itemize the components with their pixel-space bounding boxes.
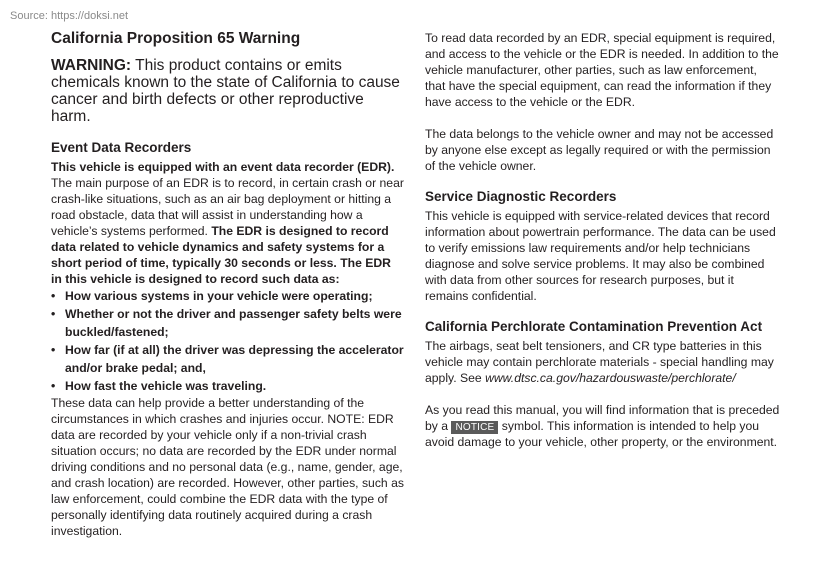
bullet-icon: •	[51, 289, 56, 303]
sdr-paragraph: This vehicle is equipped with service-related devices that record information about powertrain performance. The data can be used to verify emissions law requirements and/or help technicians diagnose and solve service problems. It may also be combined with data from other sources for research purposes, but it remains confidential.	[425, 209, 776, 303]
list-item: • How far (if at all) the driver was depressing the accelerator and/or brake pedal; and,	[51, 343, 404, 375]
left-column	[51, 30, 405, 539]
source-caption: Source: https://doksi.net	[10, 10, 129, 22]
perchlorate-paragraph: The airbags, seat belt tensioners, and CR type batteries in this vehicle may contain perchlorate materials - special handling may apply. See www.dtsc.ca.gov/hazardouswaste/perchlorate/	[425, 339, 774, 385]
edr-owner-paragraph: The data belongs to the vehicle owner and may not be accessed by anyone else except as legally required or with the permission of the vehicle owner.	[425, 127, 774, 173]
edr-closing-paragraph: These data can help provide a better understanding of the circumstances in which crashes and injuries occur. NOTE: EDR data are recorded by your vehicle only if a non-trivial crash situation occurs; no data are recorded by the EDR under normal driving conditions and no personal data (e.g., name, gender, age, and crash location) are recorded. However, other parties, such as law enforcement, could combine the EDR data with the type of personally identifying data routinely acquired during a crash investigation.	[51, 396, 404, 538]
bullet-icon: •	[51, 379, 56, 393]
perchlorate-heading: California Perchlorate Contamination Prevention Act	[425, 319, 763, 334]
sdr-heading: Service Diagnostic Recorders	[425, 189, 617, 204]
warning-text: This product contains or emits chemicals known to the state of California to cause cancer and birth defects or other reproductive harm.	[51, 57, 400, 125]
edr-heading: Event Data Recorders	[51, 140, 192, 155]
list-item: • How various systems in your vehicle were operating;	[51, 289, 373, 303]
notice-symbol: NOTICE	[451, 421, 498, 434]
edr-intro: This vehicle is equipped with an event data recorder (EDR).	[51, 160, 395, 174]
prop65-title: California Proposition 65 Warning	[51, 30, 301, 47]
bullet-icon: •	[51, 343, 56, 357]
edr-designed: The EDR is designed to record data related to vehicle dynamics and safety systems for a short period of time, typically 30 seconds or less. The EDR in this vehicle is designed to record such data as:	[51, 224, 391, 286]
list-item: • Whether or not the driver and passenger safety belts were buckled/fastened;	[51, 307, 402, 339]
edr-read-paragraph: To read data recorded by an EDR, special equipment is required, and access to the vehicle or the EDR is needed. In addition to the vehicle manufacturer, other parties, such as law enforcement, that have the special equipment, can read the information if they have access to the vehicle or the EDR.	[425, 31, 779, 109]
notice-paragraph: As you read this manual, you will find information that is preceded by a NOTICE symbol. This information is intended to help you avoid damage to your vehicle, other property, or the environment.	[425, 403, 780, 449]
prop65-warning	[51, 57, 405, 125]
bullet-icon: •	[51, 307, 56, 321]
edr-purpose: The main purpose of an EDR is to record, in certain crash or near crash-like situations, such as an air bag deployment or hitting a road obstacle, data that will assist in understanding how a vehicle’s systems performed.	[51, 176, 404, 238]
warning-label: WARNING:	[51, 57, 132, 74]
edr-bullet-list	[51, 287, 405, 395]
right-column	[425, 30, 780, 450]
perchlorate-link: www.dtsc.ca.gov/hazardouswaste/perchlorate/	[485, 371, 736, 385]
edr-paragraph	[51, 159, 405, 287]
list-item: • How fast the vehicle was traveling.	[51, 379, 267, 393]
